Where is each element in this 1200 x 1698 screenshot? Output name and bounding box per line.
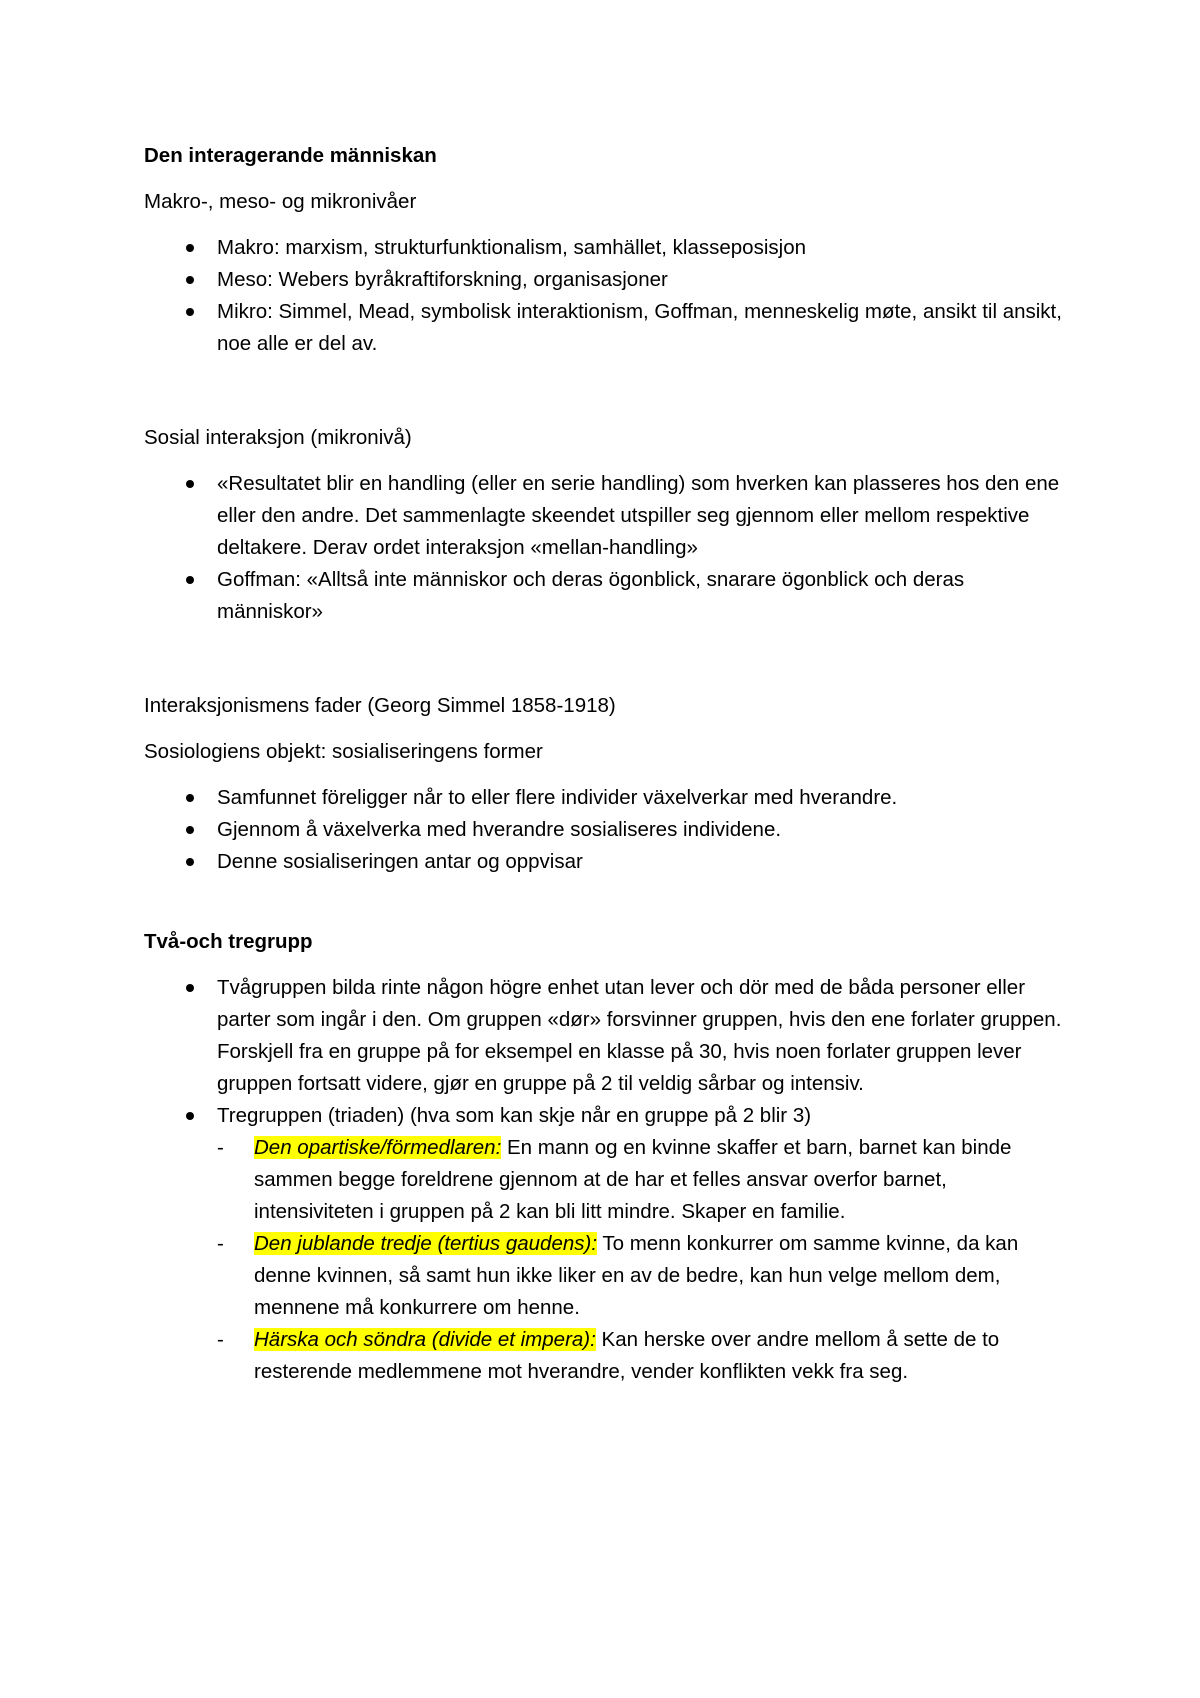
list-item: [217, 1228, 1064, 1324]
list-item: [217, 1324, 1064, 1388]
list-item: Mikro: Simmel, Mead, symbolisk interaktionism, Goffman, menneskelig møte, ansikt til ansikt, noe alle er del av.: [144, 296, 1064, 360]
highlighted-term: Härska och söndra (divide et impera):: [254, 1328, 596, 1351]
document-body: [144, 140, 1064, 1388]
list-item: [144, 1100, 1064, 1388]
bullet-list-simmel: [144, 782, 1064, 878]
section-subtitle-objekt: Sosiologiens objekt: sosialiseringens former: [144, 740, 543, 763]
highlighted-term: Den opartiske/förmedlaren:: [254, 1136, 502, 1159]
list-item: Denne sosialiseringen antar og oppvisar: [144, 846, 1064, 878]
bullet-list-interaksjon: [144, 468, 1064, 628]
term-description: Kan herske over andre mellom å sette de to resterende medlemmene mot hverandre, vender konflikten vekk fra seg.: [254, 1328, 1000, 1383]
section-title-tregrupp: Två-och tregrupp: [144, 930, 313, 953]
section-subtitle-nivaer: Makro-, meso- og mikronivåer: [144, 190, 417, 213]
bullet-list-nivaer: [144, 232, 1064, 360]
list-item: Makro: marxism, strukturfunktionalism, samhället, klasseposisjon: [144, 232, 1064, 264]
list-item-text: Tregruppen (triaden) (hva som kan skje når en gruppe på 2 blir 3): [217, 1104, 812, 1127]
list-item: Samfunnet föreligger når to eller flere individer växelverkar med hverandre.: [144, 782, 1064, 814]
dash-list-triad: [217, 1132, 1064, 1388]
term-description: To menn konkurrer om samme kvinne, da kan denne kvinnen, så samt hun ikke liker en av de bedre, kan hun velge mellom dem, mennene må konkurrere om henne.: [254, 1232, 1019, 1319]
list-item: Goffman: «Alltså inte människor och deras ögonblick, snarare ögonblick och deras människor»: [144, 564, 1064, 628]
section-title-simmel: Interaksjonismens fader (Georg Simmel 1858-1918): [144, 694, 616, 717]
bullet-list-tregrupp: [144, 972, 1064, 1388]
list-item: [217, 1132, 1064, 1228]
section-title-sosial-interaksjon: Sosial interaksjon (mikronivå): [144, 426, 412, 449]
list-item: Gjennom å växelverka med hverandre sosialiseres individene.: [144, 814, 1064, 846]
term-description: En mann og en kvinne skaffer et barn, barnet kan binde sammen begge foreldrene gjennom at de har et felles ansvar overfor barnet, intensiviteten i gruppen på 2 kan bli litt mindre. Skaper en familie.: [254, 1136, 1012, 1223]
highlighted-term: Den jublande tredje (tertius gaudens):: [254, 1232, 598, 1255]
list-item: Meso: Webers byråkraftiforskning, organisasjoner: [144, 264, 1064, 296]
list-item: Tvågruppen bilda rinte någon högre enhet utan lever och dör med de båda personer eller parter som ingår i den. Om gruppen «dør» forsvinner gruppen, hvis den ene forlater gruppen. Forskjell fra en gruppe på for eksempel en klasse på 30, hvis noen forlater gruppen lever gruppen fortsatt videre, gjør en gruppe på 2 til veldig sårbar og intensiv.: [144, 972, 1064, 1100]
section-title-interagerande: Den interagerande människan: [144, 144, 437, 167]
list-item: «Resultatet blir en handling (eller en serie handling) som hverken kan plasseres hos den ene eller den andre. Det sammenlagte skeendet utspiller seg gjennom eller mellom respektive deltakere. Derav ordet interaksjon «mellan-handling»: [144, 468, 1064, 564]
